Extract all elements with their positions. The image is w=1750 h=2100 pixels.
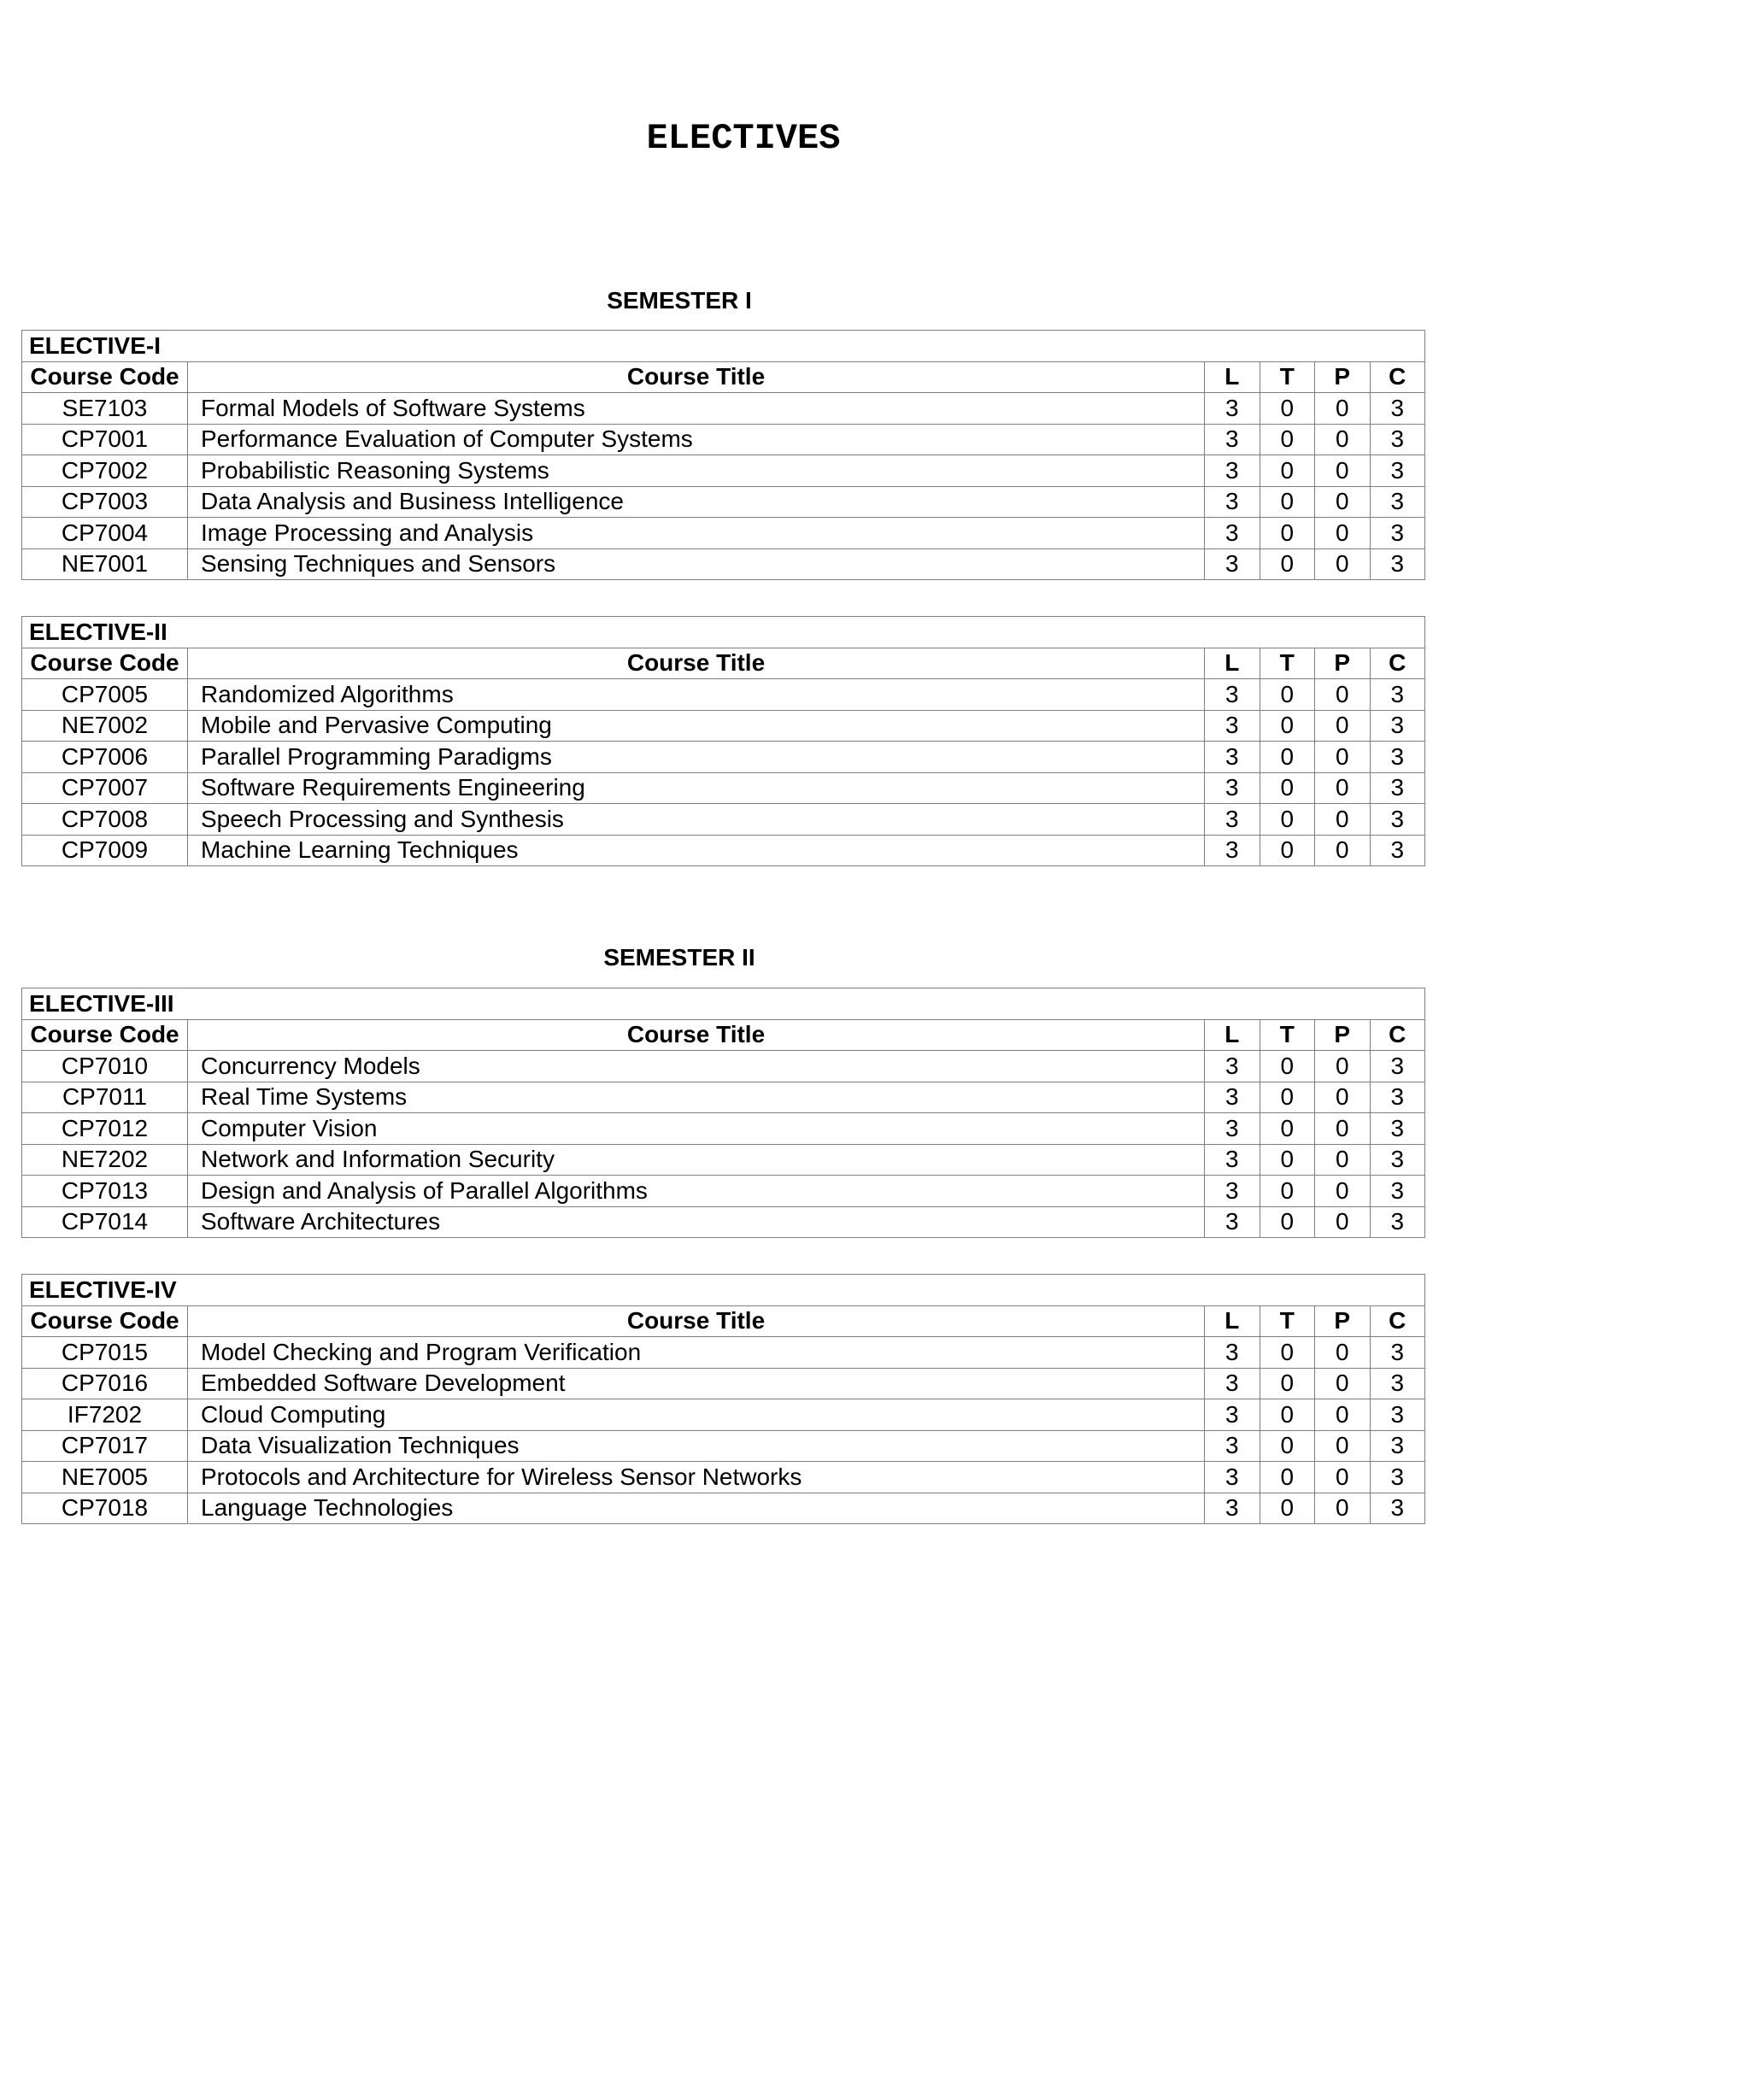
tutorial-hours: 0 xyxy=(1260,393,1315,425)
practical-hours: 0 xyxy=(1315,1144,1371,1176)
course-code: NE7202 xyxy=(22,1144,188,1176)
tutorial-hours: 0 xyxy=(1260,486,1315,518)
lecture-hours: 3 xyxy=(1205,835,1260,866)
column-header-l: L xyxy=(1205,648,1260,679)
practical-hours: 0 xyxy=(1315,1113,1371,1145)
practical-hours: 0 xyxy=(1315,1176,1371,1207)
course-code: CP7013 xyxy=(22,1176,188,1207)
table-row xyxy=(22,710,1425,742)
tutorial-hours: 0 xyxy=(1260,835,1315,866)
table-row xyxy=(22,1430,1425,1462)
practical-hours: 0 xyxy=(1315,742,1371,773)
credits: 3 xyxy=(1370,518,1425,549)
course-title: Machine Learning Techniques xyxy=(188,835,1205,866)
column-header-c: C xyxy=(1370,648,1425,679)
lecture-hours: 3 xyxy=(1205,393,1260,425)
table-row xyxy=(22,772,1425,804)
practical-hours: 0 xyxy=(1315,424,1371,455)
course-code: CP7015 xyxy=(22,1337,188,1369)
course-code: CP7010 xyxy=(22,1051,188,1082)
tutorial-hours: 0 xyxy=(1260,772,1315,804)
tutorial-hours: 0 xyxy=(1260,1337,1315,1369)
course-code: SE7103 xyxy=(22,393,188,425)
credits: 3 xyxy=(1370,1206,1425,1238)
table-row xyxy=(22,486,1425,518)
course-title: Network and Information Security xyxy=(188,1144,1205,1176)
lecture-hours: 3 xyxy=(1205,1493,1260,1524)
column-header-title: Course Title xyxy=(188,648,1205,679)
practical-hours: 0 xyxy=(1315,710,1371,742)
column-header-c: C xyxy=(1370,361,1425,393)
lecture-hours: 3 xyxy=(1205,424,1260,455)
course-title: Data Analysis and Business Intelligence xyxy=(188,486,1205,518)
course-title: Cloud Computing xyxy=(188,1399,1205,1431)
tutorial-hours: 0 xyxy=(1260,455,1315,487)
table-row xyxy=(22,1206,1425,1238)
credits: 3 xyxy=(1370,835,1425,866)
elective-title-row xyxy=(22,617,1425,648)
table-row xyxy=(22,548,1425,580)
course-title: Protocols and Architecture for Wireless Sensor Networks xyxy=(188,1462,1205,1493)
course-title: Model Checking and Program Verification xyxy=(188,1337,1205,1369)
credits: 3 xyxy=(1370,548,1425,580)
course-title: Embedded Software Development xyxy=(188,1368,1205,1399)
elective-title: ELECTIVE-IV xyxy=(22,1275,1425,1306)
column-header-t: T xyxy=(1260,1305,1315,1337)
tutorial-hours: 0 xyxy=(1260,1206,1315,1238)
table-row xyxy=(22,393,1425,425)
tutorial-hours: 0 xyxy=(1260,518,1315,549)
elective-title-row xyxy=(22,988,1425,1020)
column-header-title: Course Title xyxy=(188,1019,1205,1051)
tutorial-hours: 0 xyxy=(1260,804,1315,836)
table-row xyxy=(22,1462,1425,1493)
tutorial-hours: 0 xyxy=(1260,1051,1315,1082)
column-header-c: C xyxy=(1370,1305,1425,1337)
course-code: CP7009 xyxy=(22,835,188,866)
table-row xyxy=(22,1051,1425,1082)
course-title: Speech Processing and Synthesis xyxy=(188,804,1205,836)
credits: 3 xyxy=(1370,1176,1425,1207)
course-code: CP7008 xyxy=(22,804,188,836)
table-row xyxy=(22,518,1425,549)
course-title: Sensing Techniques and Sensors xyxy=(188,548,1205,580)
course-title: Data Visualization Techniques xyxy=(188,1430,1205,1462)
column-header-code: Course Code xyxy=(22,361,188,393)
lecture-hours: 3 xyxy=(1205,518,1260,549)
course-code: CP7004 xyxy=(22,518,188,549)
tutorial-hours: 0 xyxy=(1260,1144,1315,1176)
practical-hours: 0 xyxy=(1315,1206,1371,1238)
course-code: CP7016 xyxy=(22,1368,188,1399)
lecture-hours: 3 xyxy=(1205,710,1260,742)
practical-hours: 0 xyxy=(1315,393,1371,425)
course-title: Language Technologies xyxy=(188,1493,1205,1524)
column-header-p: P xyxy=(1315,1305,1371,1337)
course-title: Mobile and Pervasive Computing xyxy=(188,710,1205,742)
table-row xyxy=(22,1144,1425,1176)
column-header-title: Course Title xyxy=(188,361,1205,393)
tutorial-hours: 0 xyxy=(1260,1430,1315,1462)
tutorial-hours: 0 xyxy=(1260,1082,1315,1113)
table-row xyxy=(22,1113,1425,1145)
table-row xyxy=(22,742,1425,773)
practical-hours: 0 xyxy=(1315,835,1371,866)
table-row xyxy=(22,1082,1425,1113)
course-code: CP7012 xyxy=(22,1113,188,1145)
lecture-hours: 3 xyxy=(1205,1206,1260,1238)
tutorial-hours: 0 xyxy=(1260,1113,1315,1145)
credits: 3 xyxy=(1370,1082,1425,1113)
elective-title: ELECTIVE-III xyxy=(22,988,1425,1020)
lecture-hours: 3 xyxy=(1205,804,1260,836)
tutorial-hours: 0 xyxy=(1260,1368,1315,1399)
tutorial-hours: 0 xyxy=(1260,424,1315,455)
credits: 3 xyxy=(1370,742,1425,773)
practical-hours: 0 xyxy=(1315,1051,1371,1082)
credits: 3 xyxy=(1370,804,1425,836)
page-title: ELECTIVES xyxy=(646,118,841,159)
column-header-l: L xyxy=(1205,1019,1260,1051)
credits: 3 xyxy=(1370,393,1425,425)
course-title: Image Processing and Analysis xyxy=(188,518,1205,549)
lecture-hours: 3 xyxy=(1205,1399,1260,1431)
table-row xyxy=(22,1176,1425,1207)
credits: 3 xyxy=(1370,1144,1425,1176)
elective-table-4 xyxy=(21,1274,1425,1524)
table-row xyxy=(22,424,1425,455)
practical-hours: 0 xyxy=(1315,1368,1371,1399)
column-header-p: P xyxy=(1315,1019,1371,1051)
course-code: CP7011 xyxy=(22,1082,188,1113)
course-title: Parallel Programming Paradigms xyxy=(188,742,1205,773)
lecture-hours: 3 xyxy=(1205,742,1260,773)
credits: 3 xyxy=(1370,486,1425,518)
practical-hours: 0 xyxy=(1315,1462,1371,1493)
lecture-hours: 3 xyxy=(1205,455,1260,487)
credits: 3 xyxy=(1370,710,1425,742)
column-header-c: C xyxy=(1370,1019,1425,1051)
table-row xyxy=(22,835,1425,866)
lecture-hours: 3 xyxy=(1205,1176,1260,1207)
credits: 3 xyxy=(1370,1462,1425,1493)
credits: 3 xyxy=(1370,772,1425,804)
table-row xyxy=(22,1493,1425,1524)
lecture-hours: 3 xyxy=(1205,1337,1260,1369)
tutorial-hours: 0 xyxy=(1260,1493,1315,1524)
course-title: Probabilistic Reasoning Systems xyxy=(188,455,1205,487)
column-header-t: T xyxy=(1260,361,1315,393)
tutorial-hours: 0 xyxy=(1260,548,1315,580)
practical-hours: 0 xyxy=(1315,455,1371,487)
tutorial-hours: 0 xyxy=(1260,1399,1315,1431)
table-row xyxy=(22,455,1425,487)
course-code: NE7005 xyxy=(22,1462,188,1493)
lecture-hours: 3 xyxy=(1205,679,1260,711)
table-row xyxy=(22,1399,1425,1431)
credits: 3 xyxy=(1370,455,1425,487)
elective-table-2 xyxy=(21,616,1425,866)
course-title: Computer Vision xyxy=(188,1113,1205,1145)
table-header-row xyxy=(22,361,1425,393)
credits: 3 xyxy=(1370,424,1425,455)
course-code: CP7017 xyxy=(22,1430,188,1462)
course-code: CP7002 xyxy=(22,455,188,487)
elective-title: ELECTIVE-II xyxy=(22,617,1425,648)
column-header-code: Course Code xyxy=(22,648,188,679)
credits: 3 xyxy=(1370,679,1425,711)
practical-hours: 0 xyxy=(1315,679,1371,711)
lecture-hours: 3 xyxy=(1205,1462,1260,1493)
course-title: Performance Evaluation of Computer Systems xyxy=(188,424,1205,455)
table-row xyxy=(22,679,1425,711)
practical-hours: 0 xyxy=(1315,518,1371,549)
practical-hours: 0 xyxy=(1315,486,1371,518)
credits: 3 xyxy=(1370,1430,1425,1462)
semester-heading-1: SEMESTER I xyxy=(607,287,752,314)
course-code: CP7007 xyxy=(22,772,188,804)
tutorial-hours: 0 xyxy=(1260,679,1315,711)
column-header-title: Course Title xyxy=(188,1305,1205,1337)
lecture-hours: 3 xyxy=(1205,548,1260,580)
lecture-hours: 3 xyxy=(1205,1144,1260,1176)
credits: 3 xyxy=(1370,1368,1425,1399)
practical-hours: 0 xyxy=(1315,772,1371,804)
practical-hours: 0 xyxy=(1315,1430,1371,1462)
lecture-hours: 3 xyxy=(1205,1113,1260,1145)
practical-hours: 0 xyxy=(1315,1337,1371,1369)
course-title: Concurrency Models xyxy=(188,1051,1205,1082)
credits: 3 xyxy=(1370,1051,1425,1082)
course-code: CP7003 xyxy=(22,486,188,518)
practical-hours: 0 xyxy=(1315,1082,1371,1113)
course-code: CP7005 xyxy=(22,679,188,711)
table-row xyxy=(22,1368,1425,1399)
course-code: NE7002 xyxy=(22,710,188,742)
course-code: CP7001 xyxy=(22,424,188,455)
credits: 3 xyxy=(1370,1113,1425,1145)
practical-hours: 0 xyxy=(1315,1493,1371,1524)
column-header-p: P xyxy=(1315,648,1371,679)
credits: 3 xyxy=(1370,1399,1425,1431)
tutorial-hours: 0 xyxy=(1260,1176,1315,1207)
credits: 3 xyxy=(1370,1493,1425,1524)
course-title: Software Requirements Engineering xyxy=(188,772,1205,804)
tutorial-hours: 0 xyxy=(1260,742,1315,773)
course-code: CP7018 xyxy=(22,1493,188,1524)
course-code: CP7014 xyxy=(22,1206,188,1238)
lecture-hours: 3 xyxy=(1205,1430,1260,1462)
course-title: Formal Models of Software Systems xyxy=(188,393,1205,425)
practical-hours: 0 xyxy=(1315,548,1371,580)
lecture-hours: 3 xyxy=(1205,1051,1260,1082)
lecture-hours: 3 xyxy=(1205,1082,1260,1113)
course-code: IF7202 xyxy=(22,1399,188,1431)
practical-hours: 0 xyxy=(1315,804,1371,836)
elective-title-row xyxy=(22,331,1425,362)
table-row xyxy=(22,1337,1425,1369)
practical-hours: 0 xyxy=(1315,1399,1371,1431)
elective-table-1 xyxy=(21,330,1425,580)
table-header-row xyxy=(22,1019,1425,1051)
lecture-hours: 3 xyxy=(1205,772,1260,804)
course-code: NE7001 xyxy=(22,548,188,580)
column-header-l: L xyxy=(1205,1305,1260,1337)
course-code: CP7006 xyxy=(22,742,188,773)
course-title: Real Time Systems xyxy=(188,1082,1205,1113)
column-header-code: Course Code xyxy=(22,1305,188,1337)
column-header-l: L xyxy=(1205,361,1260,393)
elective-title: ELECTIVE-I xyxy=(22,331,1425,362)
elective-title-row xyxy=(22,1275,1425,1306)
course-title: Randomized Algorithms xyxy=(188,679,1205,711)
tutorial-hours: 0 xyxy=(1260,710,1315,742)
course-title: Design and Analysis of Parallel Algorithms xyxy=(188,1176,1205,1207)
table-header-row xyxy=(22,1305,1425,1337)
tutorial-hours: 0 xyxy=(1260,1462,1315,1493)
column-header-t: T xyxy=(1260,1019,1315,1051)
table-header-row xyxy=(22,648,1425,679)
course-title: Software Architectures xyxy=(188,1206,1205,1238)
column-header-code: Course Code xyxy=(22,1019,188,1051)
lecture-hours: 3 xyxy=(1205,1368,1260,1399)
lecture-hours: 3 xyxy=(1205,486,1260,518)
elective-table-3 xyxy=(21,988,1425,1238)
column-header-t: T xyxy=(1260,648,1315,679)
column-header-p: P xyxy=(1315,361,1371,393)
credits: 3 xyxy=(1370,1337,1425,1369)
table-row xyxy=(22,804,1425,836)
semester-heading-2: SEMESTER II xyxy=(603,944,755,971)
